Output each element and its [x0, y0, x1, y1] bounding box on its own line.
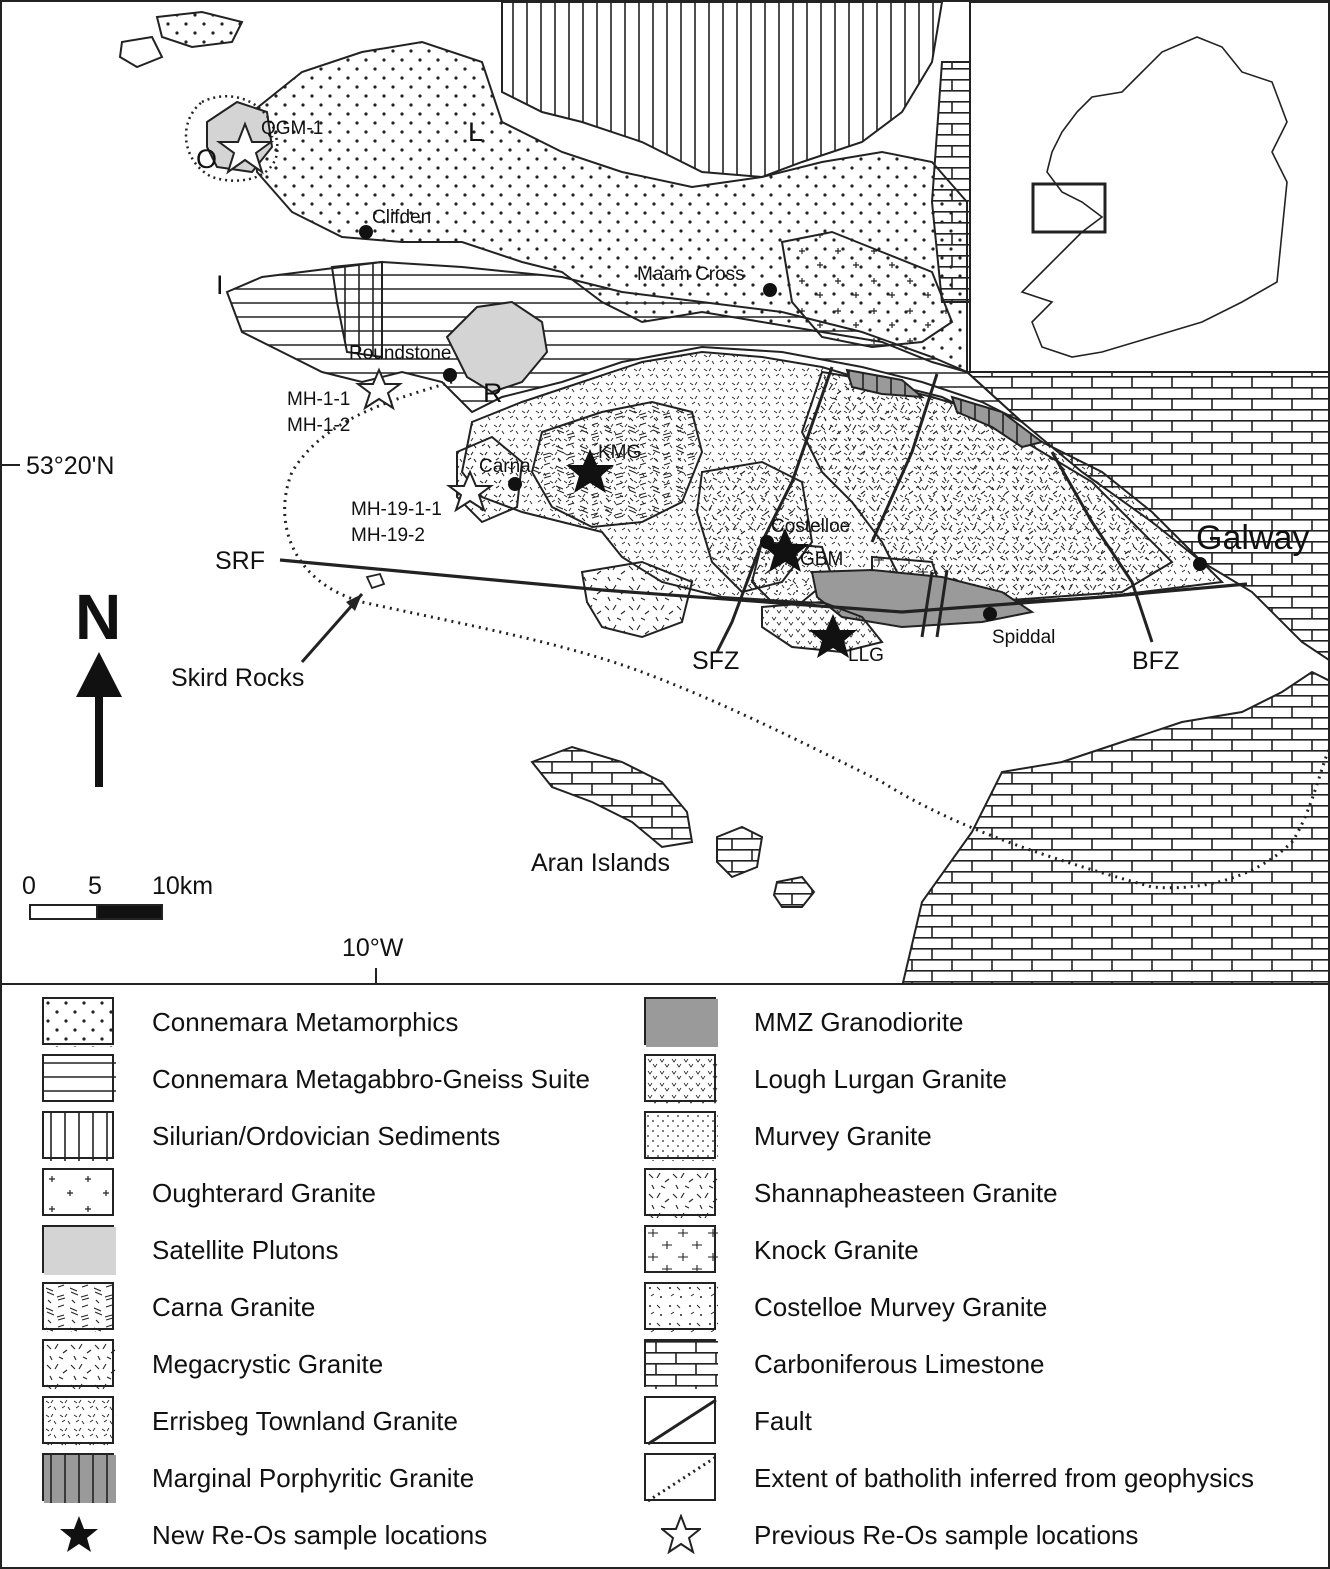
legend-swatch — [644, 1396, 716, 1444]
label-srf: SRF — [215, 547, 265, 575]
legend-label: Shannapheasteen Granite — [754, 1178, 1058, 1208]
label-clifden: Clifden — [372, 207, 432, 228]
label-o: O — [196, 144, 218, 174]
legend-label: Murvey Granite — [754, 1121, 932, 1151]
north-label: N — [75, 581, 122, 653]
legend-swatch — [644, 997, 716, 1045]
label-spiddal: Spiddal — [992, 627, 1056, 648]
label-mh-1-2: MH-1-2 — [287, 415, 351, 436]
label-r: R — [483, 378, 503, 408]
legend-label: Connemara Metagabbro-Gneiss Suite — [152, 1064, 590, 1094]
legend-label: Costelloe Murvey Granite — [754, 1292, 1048, 1322]
latitude-label: 53°20'N — [26, 452, 115, 480]
legend-swatch — [42, 1168, 114, 1216]
label-aran-islands: Aran Islands — [531, 849, 670, 877]
label-mh-19-2: MH-19-2 — [351, 525, 425, 546]
legend-swatch — [644, 1453, 716, 1501]
aran-island-inishmore — [532, 747, 692, 847]
legend-swatch — [644, 1111, 716, 1159]
silurian-ordovician-sediments — [502, 2, 942, 177]
legend-label: Marginal Porphyritic Granite — [152, 1463, 475, 1493]
legend-label: New Re-Os sample locations — [152, 1520, 488, 1550]
legend-label: Lough Lurgan Granite — [754, 1064, 1007, 1094]
label-maam-cross: Maam Cross — [637, 264, 745, 285]
scale-label-five: 5 — [88, 872, 102, 900]
legend-swatch — [42, 997, 114, 1045]
label-skird-rocks: Skird Rocks — [171, 664, 305, 692]
north-arrow-head — [76, 652, 122, 697]
carboniferous-limestone-south — [902, 672, 1330, 985]
aran-island-inishmaan — [717, 827, 762, 877]
scale-label-ten: 10km — [152, 872, 214, 900]
legend-swatch — [42, 1282, 114, 1330]
legend-label: Previous Re-Os sample locations — [754, 1520, 1139, 1550]
longitude-label: 10°W — [342, 934, 404, 962]
legend-label: Megacrystic Granite — [152, 1349, 384, 1379]
legend-label: Connemara Metamorphics — [152, 1007, 459, 1037]
legend-label: Fault — [754, 1406, 812, 1436]
legend-swatch — [42, 1339, 114, 1387]
north-island-2 — [120, 37, 162, 67]
label-gbm: GBM — [800, 549, 844, 570]
legend-label: MMZ Granodiorite — [754, 1007, 964, 1037]
clifden-marker — [359, 225, 373, 239]
scale-bar-black — [97, 905, 162, 919]
legend-label: Silurian/Ordovician Sediments — [152, 1121, 501, 1151]
label-mh-19-1-1: MH-19-1-1 — [351, 499, 442, 520]
scale-label-zero: 0 — [22, 872, 36, 900]
label-carna: Carna — [479, 456, 531, 477]
galway-marker — [1193, 557, 1207, 571]
legend-swatch — [644, 1168, 716, 1216]
spiddal-marker — [983, 607, 997, 621]
legend-swatch — [644, 1054, 716, 1102]
legend-label: Carboniferous Limestone — [754, 1349, 1045, 1379]
legend-label: Oughterard Granite — [152, 1178, 377, 1208]
label-galway: Galway — [1196, 519, 1310, 557]
roundstone-marker — [443, 368, 457, 382]
north-islands — [157, 12, 242, 47]
legend — [0, 983, 1330, 1569]
carna-marker — [508, 477, 522, 491]
label-roundstone: Roundstone — [349, 343, 452, 364]
legend-label: Carna Granite — [152, 1292, 316, 1322]
scale-bar-white — [30, 905, 97, 919]
legend-swatch — [644, 1282, 716, 1330]
label-mh-1-1: MH-1-1 — [287, 389, 351, 410]
label-qgm1: QGM-1 — [261, 118, 324, 139]
legend-swatch — [644, 1339, 716, 1387]
legend-swatch — [42, 1453, 114, 1501]
legend-swatch — [42, 1111, 114, 1159]
label-sfz: SFZ — [692, 647, 740, 675]
label-l: L — [468, 117, 484, 147]
legend-swatch — [42, 1054, 114, 1102]
filled-star-icon — [59, 1514, 99, 1559]
legend-label: Satellite Plutons — [152, 1235, 339, 1265]
legend-label: Extent of batholith inferred from geophysics — [754, 1463, 1255, 1493]
legend-label: Errisbeg Townland Granite — [152, 1406, 458, 1436]
open-star-icon — [661, 1514, 701, 1559]
skird-rocks-islet — [367, 574, 384, 588]
label-kmg: KMG — [598, 442, 642, 463]
maam-cross-marker — [763, 283, 777, 297]
aran-island-inisheer — [774, 877, 814, 907]
label-costelloe: Costelloe — [771, 516, 851, 537]
label-bfz: BFZ — [1132, 647, 1180, 675]
legend-label: Knock Granite — [754, 1235, 919, 1265]
legend-swatch — [644, 1225, 716, 1273]
label-i: I — [216, 270, 224, 300]
label-llg: LLG — [848, 645, 884, 666]
legend-swatch — [42, 1225, 114, 1273]
legend-swatch — [42, 1396, 114, 1444]
